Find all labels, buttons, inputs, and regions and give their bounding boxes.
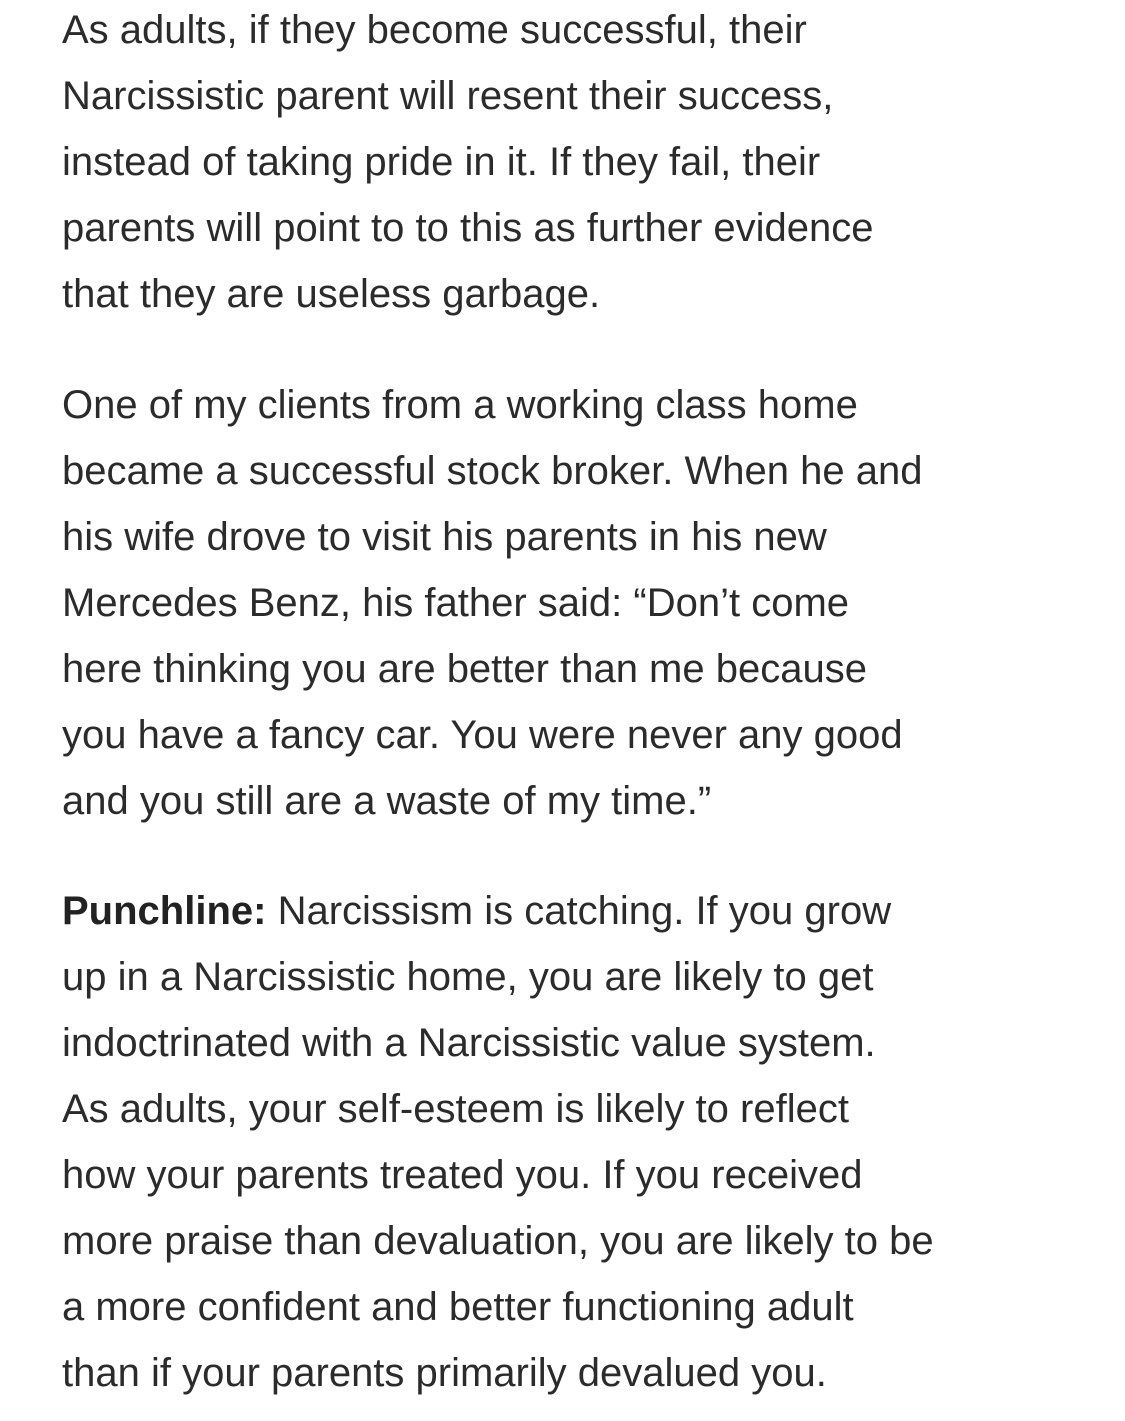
text-line: than if your parents primarily devalued you. (62, 1351, 827, 1395)
text-line: his wife drove to visit his parents in his new (62, 515, 827, 559)
text-line: a more confident and better functioning adult (62, 1285, 854, 1329)
text-line: that they are useless garbage. (62, 272, 601, 316)
text-line: how your parents treated you. If you received (62, 1153, 863, 1197)
text-line: and you still are a waste of my time.” (62, 779, 712, 823)
punchline-first-line: Narcissism is catching. If you grow (266, 889, 892, 933)
paragraph-client-story (62, 372, 922, 834)
text-line: became a successful stock broker. When he and (62, 449, 923, 493)
text-line: Narcissistic parent will resent their success, (62, 74, 834, 118)
text-line (62, 878, 934, 944)
text-line: more praise than devaluation, you are likely to be (62, 1219, 934, 1263)
paragraph-success-resentment (62, 0, 874, 327)
text-line: One of my clients from a working class home (62, 383, 858, 427)
text-line: here thinking you are better than me because (62, 647, 867, 691)
paragraph-punchline (62, 878, 934, 1406)
text-line: Mercedes Benz, his father said: “Don’t come (62, 581, 850, 625)
text-line: parents will point to to this as further evidence (62, 206, 874, 250)
text-line: As adults, your self-esteem is likely to reflect (62, 1087, 849, 1131)
text-line: indoctrinated with a Narcissistic value system. (62, 1021, 876, 1065)
text-line: you have a fancy car. You were never any good (62, 713, 903, 757)
text-line: As adults, if they become successful, their (62, 8, 807, 52)
punchline-label: Punchline: (62, 889, 267, 933)
text-line: up in a Narcissistic home, you are likely to get (62, 955, 874, 999)
text-line: instead of taking pride in it. If they fail, their (62, 140, 821, 184)
